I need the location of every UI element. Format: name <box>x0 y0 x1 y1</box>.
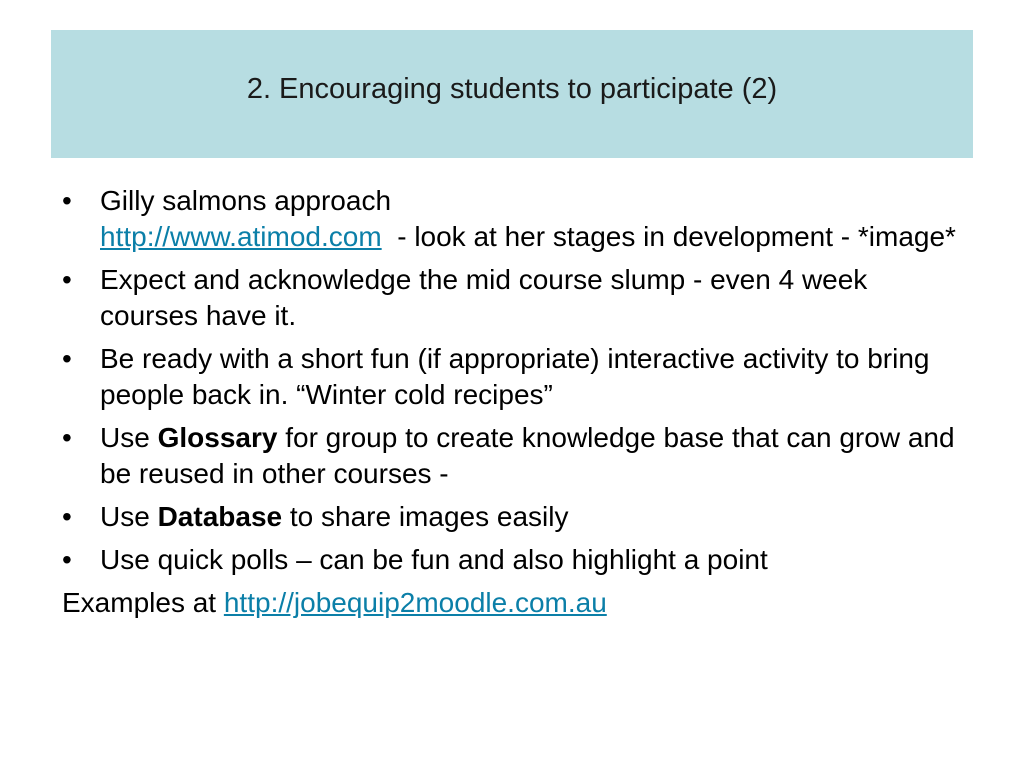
slide-body <box>62 183 962 621</box>
bullet-text: Use quick polls – can be fun and also highlight a point <box>100 544 768 575</box>
bullet-item-quick-polls <box>62 542 962 578</box>
bullet-icon: • <box>62 422 72 453</box>
bullet-list <box>62 183 962 578</box>
bullet-icon: • <box>62 544 72 575</box>
bullet-text: Use <box>100 501 158 532</box>
slide-title: 2. Encouraging students to participate (2) <box>246 72 778 105</box>
bullet-item-fun-activity <box>62 341 962 413</box>
bullet-icon: • <box>62 501 72 532</box>
jobequip-link[interactable]: http://jobequip2moodle.com.au <box>223 587 607 618</box>
bullet-icon: • <box>62 185 72 216</box>
database-keyword: Database <box>157 501 283 532</box>
bullet-text: - look at her stages in development - *image* <box>381 221 956 252</box>
bullet-text: Expect and acknowledge the mid course slump - even 4 week courses have it. <box>100 264 868 331</box>
bullet-icon: • <box>62 264 72 295</box>
atimod-link[interactable]: http://www.atimod.com <box>100 221 382 252</box>
bullet-icon: • <box>62 343 72 374</box>
bullet-item-glossary <box>62 420 962 492</box>
bullet-text: Gilly salmons approach <box>100 185 392 216</box>
bullet-text: for group to create knowledge base that can grow and be reused in other courses - <box>100 422 963 489</box>
examples-line <box>62 585 962 621</box>
title-banner <box>51 30 973 158</box>
bullet-item-gilly-salmon <box>62 183 962 255</box>
examples-label: Examples at <box>62 587 224 618</box>
bullet-text: to share images easily <box>282 501 569 532</box>
bullet-text: Use <box>100 422 158 453</box>
bullet-item-database <box>62 499 962 535</box>
bullet-item-mid-course-slump <box>62 262 962 334</box>
bullet-text: Be ready with a short fun (if appropriate) interactive activity to bring people back in. “Winter cold recipes” <box>100 343 930 410</box>
glossary-keyword: Glossary <box>157 422 278 453</box>
